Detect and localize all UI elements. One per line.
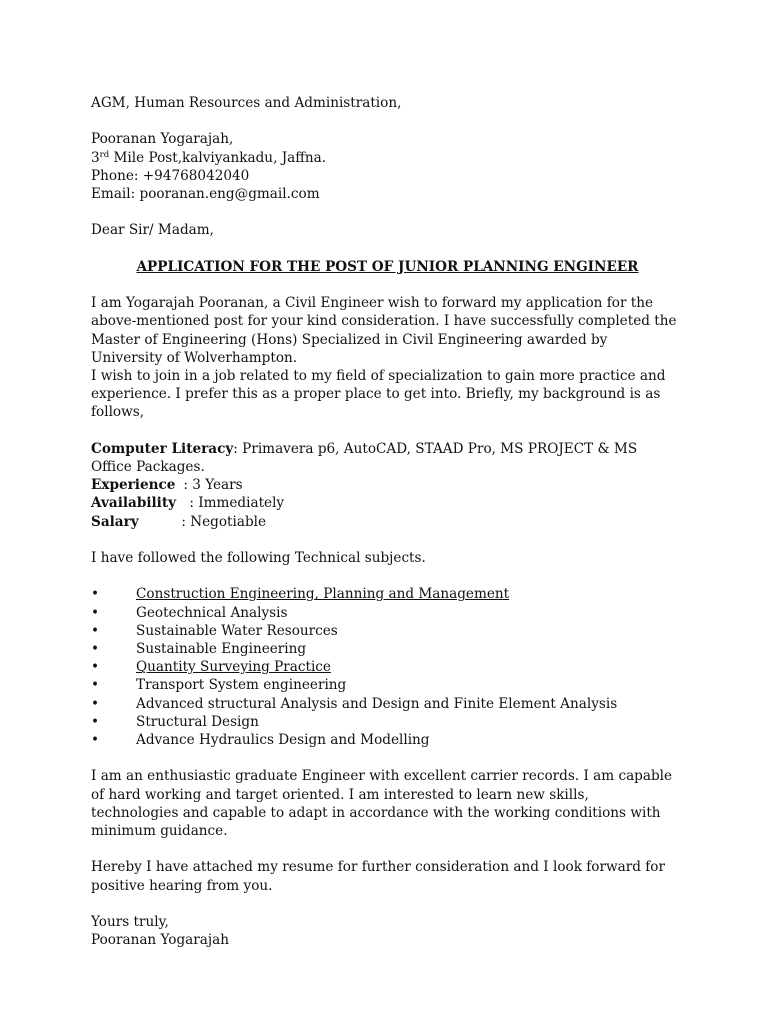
sender-email: Email: pooranan.eng@gmail.com — [91, 186, 320, 202]
computer-literacy-label: Computer Literacy — [91, 440, 234, 457]
list-item — [91, 676, 680, 694]
salary-value: : Negotiable — [177, 513, 267, 530]
subject-item: Quantity Surveying Practice — [136, 659, 331, 676]
background-fields — [91, 440, 680, 531]
subject-item: Sustainable Water Resources — [136, 622, 338, 639]
subject-item: Geotechnical Analysis — [136, 604, 288, 621]
bullet-mark: • — [91, 640, 100, 657]
field-salary — [91, 513, 680, 531]
bullet-mark: • — [91, 713, 100, 730]
list-item — [91, 695, 680, 713]
address-ordinal-suffix: rd — [99, 149, 110, 160]
list-item — [91, 640, 680, 658]
closing-paragraph-2: Hereby I have attached my resume for further consideration and I look forward for positive hearing from you. — [91, 859, 665, 894]
salutation: Dear Sir/ Madam, — [91, 222, 214, 239]
computer-literacy-value: : Primavera p6, AutoCAD, STAAD Pro, MS PROJECT & MS — [233, 440, 638, 457]
field-availability — [91, 494, 680, 512]
sender-address — [91, 149, 680, 167]
signature-name: Pooranan Yogarajah — [91, 932, 229, 949]
experience-value: : 3 Years — [179, 477, 243, 494]
availability-value: : Immediately — [185, 495, 285, 512]
subject-item: Advanced structural Analysis and Design and Finite Element Analysis — [136, 695, 618, 712]
subject-item: Advance Hydraulics Design and Modelling — [136, 732, 430, 748]
intro-paragraph: I am Yogarajah Pooranan, a Civil Engineer wish to forward my application for the above-mentioned post for your kind consideration. I have successfully completed the Master of Engineering (Hons) Specialized in Civil Engineering awarded by University of Wolverhampton. — [91, 295, 677, 366]
list-item — [91, 731, 680, 749]
sender-name: Pooranan Yogarajah, — [91, 131, 234, 148]
availability-label: Availability — [91, 495, 177, 512]
subject-heading: APPLICATION FOR THE POST OF JUNIOR PLANNING ENGINEER — [136, 258, 639, 275]
field-computer-literacy-cont: Office Packages. — [91, 458, 205, 475]
bullet-mark: • — [91, 622, 100, 639]
bullet-mark: • — [91, 604, 100, 621]
bullet-mark: • — [91, 586, 100, 603]
subject-item: Sustainable Engineering — [136, 640, 307, 657]
list-item — [91, 585, 680, 603]
address-ordinal: 3 — [91, 149, 100, 166]
list-item — [91, 658, 680, 676]
subject-item: Construction Engineering, Planning and Management — [136, 586, 510, 603]
list-item — [91, 604, 680, 622]
subject-item: Structural Design — [136, 713, 259, 730]
bullet-mark: • — [91, 659, 100, 676]
recipient-line: AGM, Human Resources and Administration, — [91, 95, 402, 111]
intro-paragraph-2: I wish to join in a job related to my field of specialization to gain more practice and experience. I prefer this as a proper place to get into. Briefly, my background is as follows, — [91, 367, 666, 421]
bullet-mark: • — [91, 695, 100, 712]
bullet-mark: • — [91, 677, 100, 694]
salary-label: Salary — [91, 513, 139, 530]
subjects-list — [91, 585, 680, 749]
list-item — [91, 622, 680, 640]
subjects-intro: I have followed the following Technical subjects. — [91, 549, 426, 566]
closing-paragraph-1: I am an enthusiastic graduate Engineer with excellent carrier records. I am capable of hard working and target oriented. I am interested to learn new skills, technologies and capable to adapt in accordance with the working conditions with minimum guidance. — [91, 768, 673, 839]
field-experience — [91, 476, 680, 494]
field-computer-literacy — [91, 440, 680, 458]
bullet-mark: • — [91, 732, 100, 748]
signoff: Yours truly, — [91, 913, 169, 930]
address-rest: Mile Post,kalviyankadu, Jaffna. — [109, 149, 327, 166]
list-item — [91, 713, 680, 731]
sender-phone: Phone: +94768042040 — [91, 167, 250, 184]
experience-label: Experience — [91, 477, 176, 494]
subject-item: Transport System engineering — [136, 677, 347, 694]
